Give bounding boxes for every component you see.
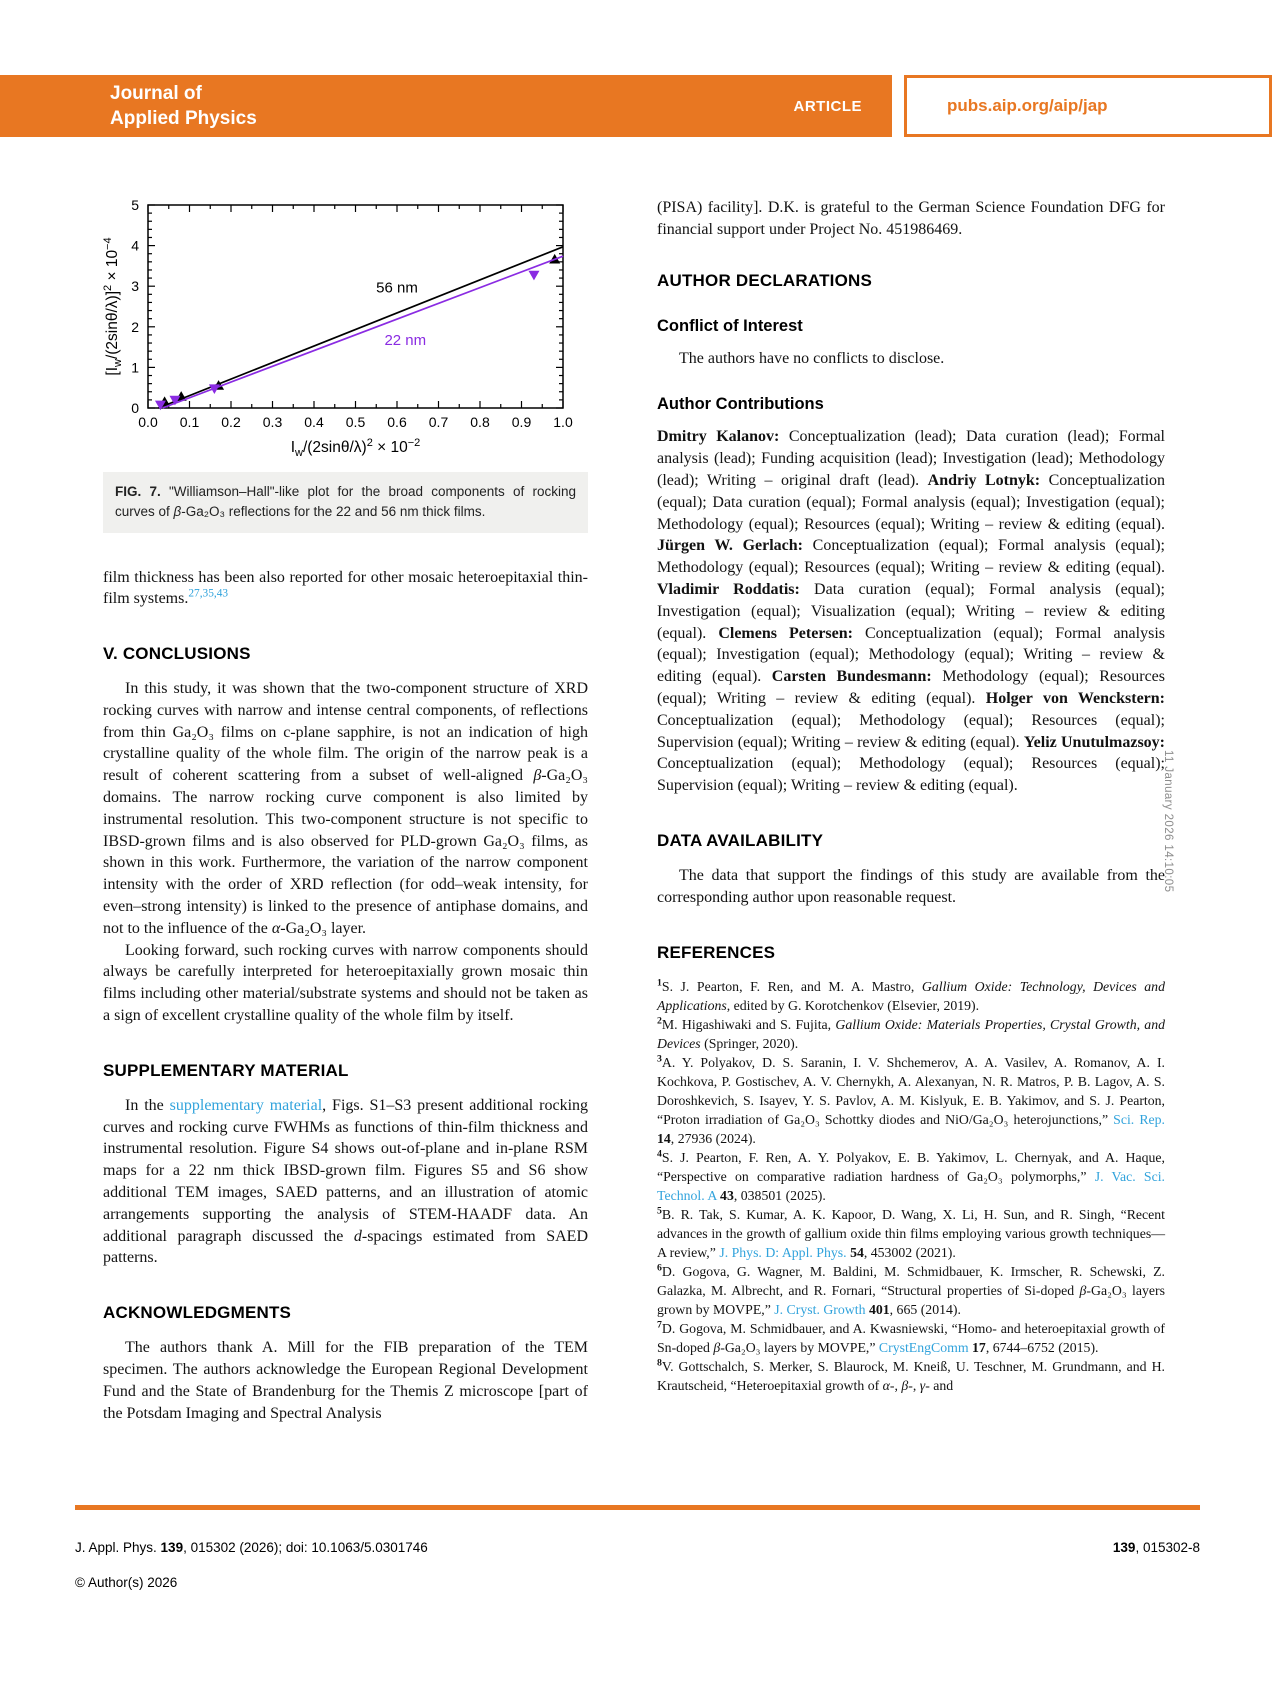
text-segment: Carsten Bundesmann: [771,668,932,686]
fit-line-22-nm [163,256,563,408]
journal-link[interactable]: J. Cryst. Growth [774,1301,866,1317]
paragraph-conflict: The authors have no conflicts to disclose. [679,349,945,367]
series-56-nm [158,247,563,408]
heading-conclusions: V. CONCLUSIONS [103,644,251,664]
figure-7 [103,197,588,533]
left-column [103,197,588,1424]
svg-text:0.7: 0.7 [428,414,449,430]
reference-item: $^8$V. Gottschalch, S. Merker, S. Blaurock, M. Kneiß, U. Teschner, M. Grundmann, and H. Krautscheid, “Heteroepitaxial growth of α-, β-, γ- and [657,1356,1165,1393]
svg-text:1: 1 [131,359,139,376]
svg-text:0.9: 0.9 [511,414,532,430]
y-axis-label: $[I_w/(2\sin\theta/\lambda)]^2 \times 10^{-4}$ [102,237,124,376]
text-segment: 17 [972,1339,986,1355]
text-segment: d [353,1227,362,1245]
text-segment: α [882,1377,890,1393]
footer-rule [75,1505,1200,1510]
chart-frame [148,205,563,408]
paragraph-acknowledgments: The authors thank A. Mill for the FIB preparation of the TEM specimen. The authors acknowledge the European Regional Development Fund and the State of Brandenburg for the Themis Z microscope [part of the Potsdam Imaging and Spectral Analysis [103,1339,588,1422]
svg-text:0: 0 [131,400,139,416]
right-column [657,197,1165,1395]
journal-url-link[interactable]: pubs.aip.org/aip/jap [947,96,1108,115]
journal-title [110,81,257,131]
reference-item: $^1$S. J. Pearton, F. Ren, and M. A. Mastro, Gallium Oxide: Technology, Devices and Applications, edited by G. Korotchenkov (Elsevier, 2019). [657,976,1165,1013]
svg-text:0.1: 0.1 [179,414,200,430]
footer-page-id: 139, 015302-8 [1112,1540,1200,1555]
svg-text:2: 2 [131,318,139,335]
text-segment: β [901,1377,909,1393]
text-segment: Vladimir Roddatis: [657,580,800,598]
series-label-22-nm: 22 nm [384,332,427,350]
footer-copyright: © Author(s) 2026 [75,1575,178,1590]
journal-link[interactable]: J. Vac. Sci. Technol. A [657,1168,1165,1203]
text-segment: β [173,504,182,520]
journal-link[interactable]: J. Phys. D: Appl. Phys. [719,1244,847,1260]
svg-text:0.3: 0.3 [262,414,283,430]
journal-url-box[interactable] [904,75,1272,137]
svg-text:0.5: 0.5 [345,414,366,430]
text-segment: 3 [657,1052,662,1064]
text-segment: 1 [657,976,662,988]
series-22-nm [155,256,563,410]
text-segment: Yeliz Unutulmazsoy: [1023,733,1166,751]
paragraph-supplementary: In the supplementary material, Figs. S1–S3 present additional rocking curves and rocking curve FWHMs as functions of thin-film thickness and instrumental resolution. Figure S4 shows out-of-plane and in-plane RSM maps for a 22 nm thick IBSD-grown film. Figures S5 and S6 show additional TEM images, SAED patterns, and an illustration of atomic arrangements supporting the analysis of STEM-HAADF data. An additional paragraph discussed the d-spacings estimated from SAED patterns. [103,1096,589,1267]
journal-title-line1: Journal of [110,82,202,104]
text-segment: 5 [657,1204,662,1216]
footer-citation: J. Appl. Phys. 139, 015302 (2026); doi: 10.1063/5.0301746 [75,1540,428,1555]
svg-text:0.4: 0.4 [304,414,324,430]
text-segment: γ [919,1377,926,1393]
reference-item: $^7$D. Gogova, M. Schmidbauer, and A. Kwasniewski, “Homo- and heteroepitaxial growth of Sn-doped β-Ga₂O₃ layers by MOVPE,” CrystEngComm 17, 6744–6752 (2015). [657,1318,1165,1355]
paragraph-acknowledgments-continuation: (PISA) facility]. D.K. is grateful to the German Science Foundation DFG for financial support under Project No. 451986469. [657,199,1165,238]
text-segment: Gallium Oxide: Technology, Devices and Applications [657,978,1165,1013]
reference-item: $^6$D. Gogova, G. Wagner, M. Baldini, M. Schmidbauer, K. Irmscher, R. Schewski, Z. Galazka, M. Albrecht, and R. Fornari, “Structural properties of Si-doped β-Ga₂O₃ layers grown by MOVPE,” J. Cryst. Growth 401, 665 (2014). [657,1261,1165,1317]
text-segment: 7 [657,1318,662,1330]
reference-item: $^5$B. R. Tak, S. Kumar, A. K. Kapoor, D. Wang, X. Li, H. Sun, and R. Singh, “Recent advances in the growth of gallium oxide thin films employing various growth techniques—A review,” J. Phys. D: Appl. Phys. 54, 453002 (2021). [657,1204,1165,1260]
reference-item: $^2$M. Higashiwaki and S. Fujita, Gallium Oxide: Materials Properties, Crystal Growth, and Devices (Springer, 2020). [657,1014,1166,1051]
heading-references: REFERENCES [657,942,776,962]
paragraph-intro-continuation: film thickness has been also reported for other mosaic heteroepitaxial thin-film systems.$^{27,35,43}$ [103,568,588,608]
text-segment: 2 [657,1014,662,1026]
text-segment: β [533,767,542,785]
text-segment: 14 [657,1130,671,1146]
text-segment: 139 [1112,1540,1136,1555]
text-segment: 4 [657,1147,662,1159]
heading-author-contributions: Author Contributions [657,395,824,414]
reference-item: $^3$A. Y. Polyakov, D. S. Saranin, I. V. Shchemerov, A. A. Vasilev, A. Romanov, A. I. Kochkova, P. Gostischev, A. V. Chernykh, A. Alexanyan, N. R. Matros, P. B. Lagov, A. S. Doroshkevich, S. Isayev, Y. S. Pavlov, A. M. Kislyuk, E. B. Yakimov, and S. J. Pearton, “Proton irradiation of Ga₂O₃ Schottky diodes and NiO/Ga₂O₃ heterojunctions,” Sci. Rep. 14, 27936 (2024). [657,1052,1165,1146]
svg-text:3: 3 [131,278,139,295]
svg-text:5: 5 [131,197,139,213]
supplementary-material-link[interactable]: supplementary material [169,1096,323,1114]
text-segment: β [713,1339,721,1355]
text-segment: β [1079,1282,1087,1298]
svg-text:0.6: 0.6 [387,414,407,430]
paragraph-contributions: Dmitry Kalanov: Conceptualization (lead); Data curation (lead); Formal analysis (lead); Funding acquisition (lead); Investigation (lead); Methodology (lead); Writing – original draft (lead). Andriy Lotnyk: Conceptualization (equal); Data curation (equal); Formal analysis (equal); Investigation (equal); Methodology (equal); Resources (equal); Writing – review & editing (equal). Jürgen W. Gerlach: Conceptualization (equal); Formal analysis (equal); Methodology (equal); Resources (equal); Writing – review & editing (equal). Vladimir Roddatis: Data curation (equal); Formal analysis (equal); Investigation (equal); Visualization (equal); Writing – review & editing (equal). Clemens Petersen: Conceptualization (equal); Formal analysis (equal); Investigation (equal); Methodology (equal); Writing – review & editing (equal). Carsten Bundesmann: Methodology (equal); Resources (equal); Writing – review & editing (equal). Holger von Wenckstern: Conceptualization (equal); Methodology (equal); Resources (equal); Supervision (equal); Writing – review & editing (equal). Yeliz Unutulmazsoy: Conceptualization (equal); Methodology (equal); Resources (equal); Supervision (equal); Writing – review & editing (equal). [657,428,1166,795]
series-label-56-nm: 56 nm [376,279,418,297]
journal-link[interactable]: Sci. Rep. [1113,1111,1165,1127]
download-timestamp: 11 January 2026 14:10:05 [1162,750,1174,893]
svg-text:0.2: 0.2 [221,414,241,430]
references-list [657,977,1165,1395]
journal-link[interactable]: CrystEngComm [878,1339,969,1355]
text-segment: Holger von Wenckstern: [985,689,1166,707]
text-segment: 401 [868,1301,890,1317]
x-axis-label: $I_w/(2\sin\theta/\lambda)^2 \times 10^{-2}$ [290,437,421,459]
text-segment: Gallium Oxide: Materials Properties, Crystal Growth, and Devices [657,1016,1166,1051]
heading-author-declarations: AUTHOR DECLARATIONS [657,270,873,290]
text-segment: 43 [720,1187,734,1203]
svg-text:0.0: 0.0 [138,414,158,430]
svg-text:1.0: 1.0 [553,414,573,430]
text-segment: 8 [657,1356,662,1368]
citation-link[interactable]: 27,35,43 [188,587,229,600]
heading-data-availability: DATA AVAILABILITY [657,830,824,850]
text-segment: FIG. 7. [115,484,161,499]
text-segment: 6 [657,1261,662,1273]
heading-acknowledgments: ACKNOWLEDGMENTS [103,1303,292,1323]
heading-supplementary-material: SUPPLEMENTARY MATERIAL [103,1060,349,1080]
reference-item: $^4$S. J. Pearton, F. Ren, A. Y. Polyakov, E. B. Yakimov, L. Chernyak, and A. Haque, “Perspective on comparative radiation hardness of Ga₂O₃ polymorphs,” J. Vac. Sci. Technol. A 43, 038501 (2025). [657,1147,1165,1203]
paragraph-conclusions-1: In this study, it was shown that the two-component structure of XRD rocking curves with narrow and intense central components, of reflections from thin Ga₂O₃ films on c-plane sapphire, is not an indication of high crystalline quality of the whole film. The origin of the narrow peak is a result of coherent scattering from a subset of well-aligned β-Ga₂O₃ domains. The narrow rocking curve component is also limited by instrumental resolution. This two-component structure is not specific to IBSD-grown films and is also observed for PLD-grown Ga₂O₃ films, as shown in this work. Furthermore, the variation of the narrow component intensity with the order of XRD reflection (for odd–weak intensity, for even–strong intensity) is linked to the presence of antiphase domains, and not to the influence of the α-Ga₂O₃ layer. [103,680,588,937]
journal-banner [0,75,892,137]
paragraph-data-availability: The data that support the findings of this study are available from the corresponding author upon reasonable request. [657,866,1165,906]
text-segment: Clemens Petersen: [718,624,853,642]
text-segment: Dmitry Kalanov: [657,428,780,446]
paragraph-conclusions-2: Looking forward, such rocking curves with narrow components should always be carefully interpreted for heteroepitaxially grown mosaic thin films including other material/substrate systems and should not be taken as a sign of excellent crystalline quality of the whole film by itself. [103,941,588,1025]
data-point-22-nm [528,271,539,281]
heading-conflict-of-interest: Conflict of Interest [657,316,803,335]
text-segment: 139 [160,1540,184,1555]
axis-ticks [148,205,563,408]
text-segment: Andriy Lotnyk: [927,471,1041,489]
figure-caption: FIG. 7. "Williamson–Hall"-like plot for the broad components of rocking curves of β-Ga₂O₃ reflections for the 22 and 56 nm thick films. [103,472,588,533]
article-type-label: ARTICLE [793,97,862,115]
journal-title-line2: Applied Physics [110,108,257,129]
text-segment: 54 [850,1244,864,1260]
williamson-hall-chart [102,197,588,459]
text-segment: Jürgen W. Gerlach: [657,537,803,555]
svg-text:4: 4 [131,237,139,254]
text-segment: α [271,919,281,937]
footer-citation-block [75,1540,428,1590]
plot-area [102,197,573,459]
svg-text:0.8: 0.8 [470,414,490,430]
